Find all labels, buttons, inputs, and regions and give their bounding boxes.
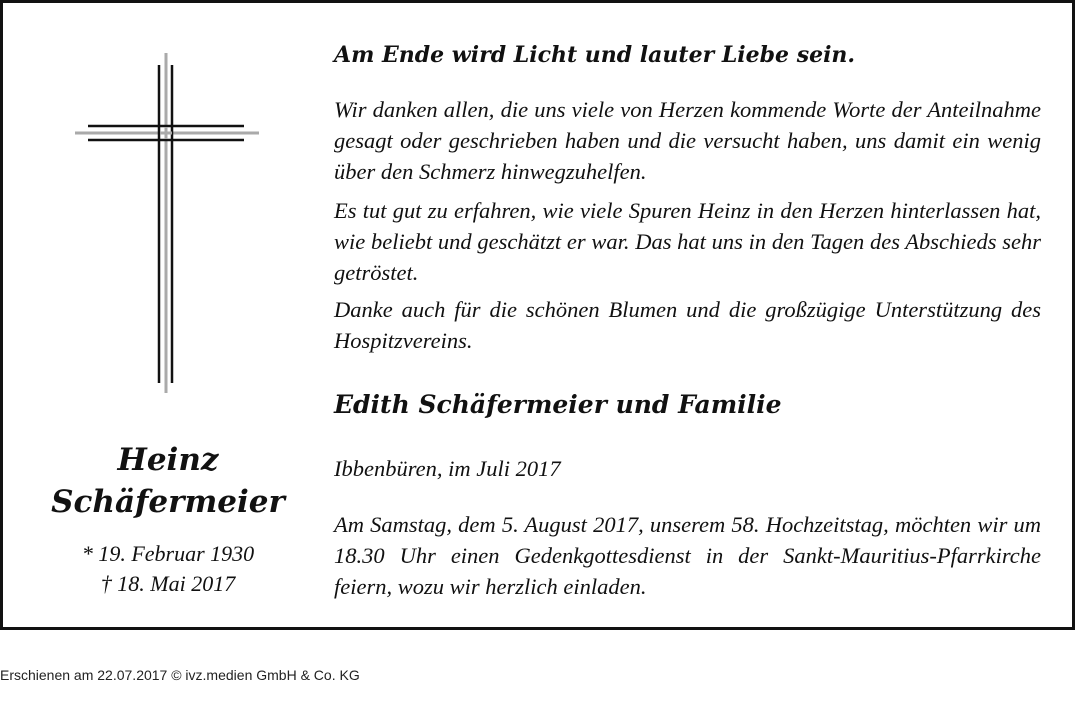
thanks-paragraph-3: Danke auch für die schönen Blumen und die großzügige Unterstützung des Hospitzvereins.	[334, 297, 1041, 353]
death-date: † 18. Mai 2017	[100, 571, 236, 596]
signer-name: Edith Schäfermeier und Familie	[334, 390, 782, 419]
deceased-last-name: Schäfermeier	[51, 484, 285, 520]
motto-heading: Am Ende wird Licht und lauter Liebe sein.	[334, 42, 856, 68]
cross-icon	[73, 49, 263, 395]
memorial-service-invitation: Am Samstag, dem 5. August 2017, unserem 58. Hochzeitstag, möchten wir um 18.30 Uhr einen Gedenkgottesdienst in der Sankt-Mauritius-Pfarrkirche feiern, wozu wir herzlich einladen.	[334, 512, 1041, 599]
thanks-paragraph-1: Wir danken allen, die uns viele von Herzen kommende Worte der Anteilnahme gesagt oder geschrieben haben und die versucht haben, uns damit ein wenig über den Schmerz hinwegzuhelfen.	[334, 97, 1041, 184]
place-date: Ibbenbüren, im Juli 2017	[334, 456, 561, 481]
publication-footer: Erschienen am 22.07.2017 © ivz.medien GmbH & Co. KG	[0, 667, 360, 683]
birth-date: * 19. Februar 1930	[81, 541, 255, 566]
deceased-first-name: Heinz	[117, 442, 219, 478]
thanks-paragraph-2: Es tut gut zu erfahren, wie viele Spuren Heinz in den Herzen hinterlassen hat, wie beliebt und geschätzt er war. Das hat uns in den Tagen des Abschieds sehr getröstet.	[334, 198, 1041, 285]
